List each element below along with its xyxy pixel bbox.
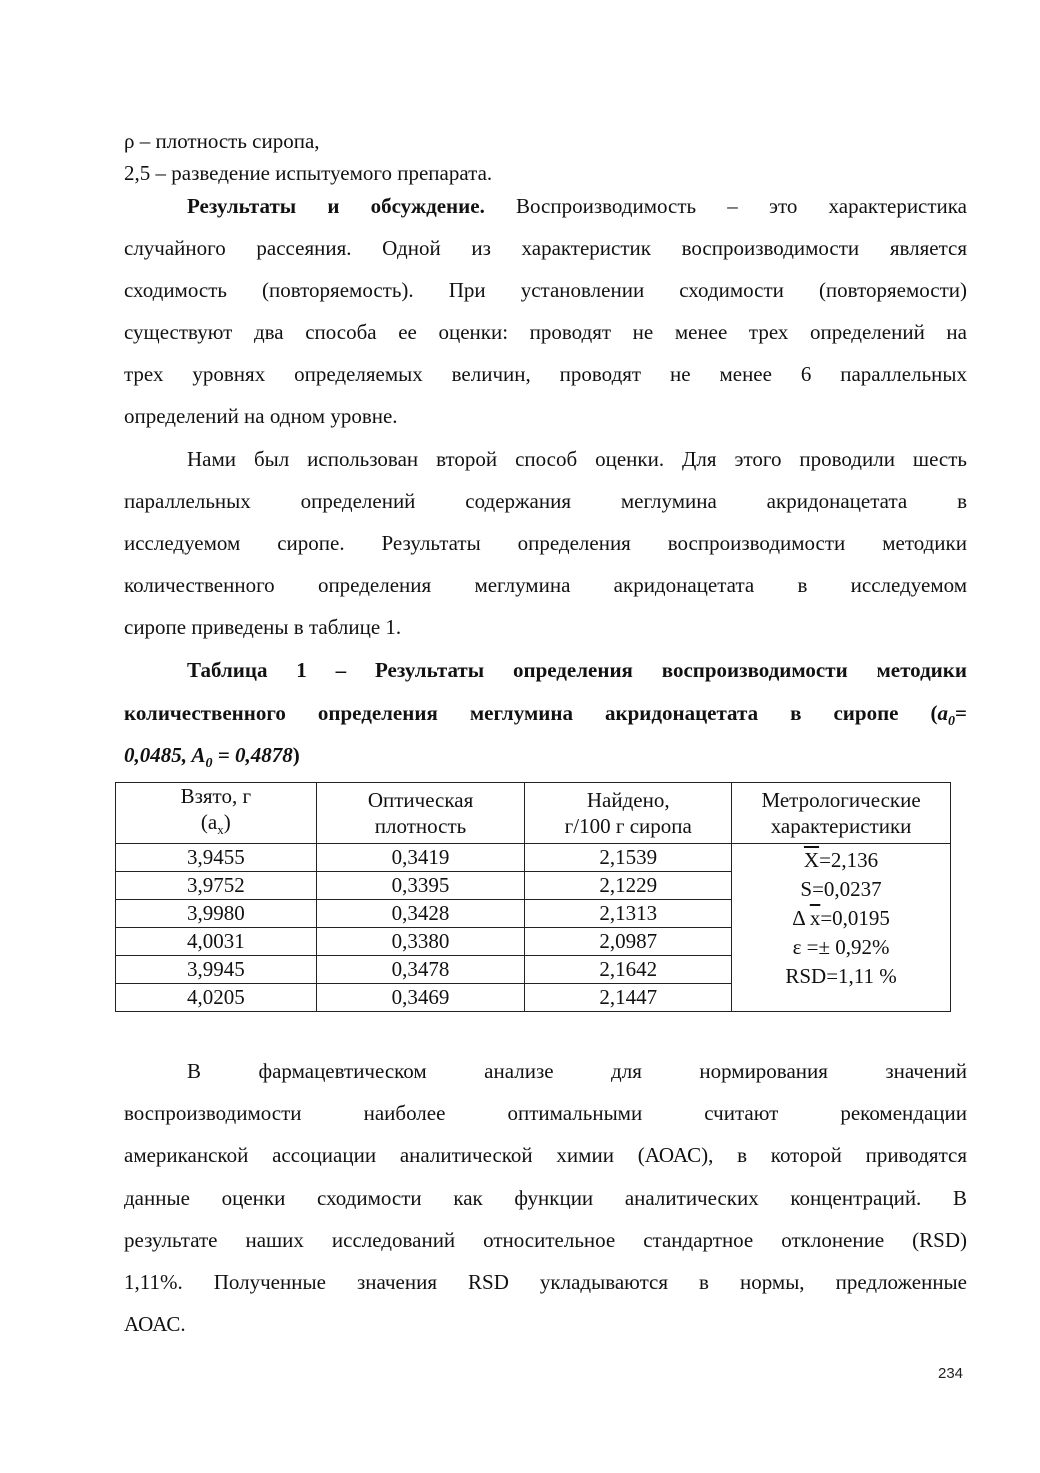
metric-value: =2,136 xyxy=(819,848,879,873)
table-row xyxy=(116,844,951,872)
metric-epsilon: ε =± 0,92% xyxy=(792,935,890,960)
caption-span: = 0,4878 xyxy=(212,743,293,767)
results-table xyxy=(115,782,951,1012)
table-header-row xyxy=(116,783,951,844)
header-metrology xyxy=(732,783,951,844)
paragraph-line: АОАС. xyxy=(124,1312,186,1336)
caption-span: количественного определения меглумина акридонацетата в сиропе ( xyxy=(124,701,938,725)
paragraph-line: сиропе приведены в таблице 1. xyxy=(124,615,402,639)
header-optical-density xyxy=(316,783,525,844)
table-cell: 0,3380 xyxy=(316,928,525,956)
table-cell: 2,1229 xyxy=(525,872,732,900)
table-cell: 3,9945 xyxy=(116,956,317,984)
table-cell: 0,3478 xyxy=(316,956,525,984)
table-cell: 2,0987 xyxy=(525,928,732,956)
paragraph-line: Нами был использован второй способ оценки. Для этого проводили шесть xyxy=(187,447,967,471)
paragraph-line: параллельных определений содержания меглумина акридонацетата в xyxy=(124,489,967,513)
table-cell: 0,3469 xyxy=(316,984,525,1012)
header-text: Оптическая xyxy=(367,788,474,813)
table-caption-line xyxy=(124,743,300,776)
table-cell: 0,3428 xyxy=(316,900,525,928)
paragraph-line: сходимость (повторяемость). При установлении сходимости (повторяемости) xyxy=(124,278,967,302)
page-number: 234 xyxy=(938,1365,964,1382)
header-span: ) xyxy=(223,810,231,834)
metric-mean xyxy=(732,846,950,875)
caption-span: 0,0485, A xyxy=(124,743,206,767)
header-text: характеристики xyxy=(770,814,912,839)
mean-symbol: $\overline{X}$ xyxy=(803,848,820,873)
table-cell: 3,9455 xyxy=(116,844,317,872)
table-cell: 4,0031 xyxy=(116,928,317,956)
paragraph-line: 1,11%. Полученные значения RSD укладываются в нормы, предложенные xyxy=(124,1270,967,1294)
table-cell: 0,3395 xyxy=(316,872,525,900)
metric-value: =0,0195 xyxy=(820,906,890,931)
table-cell: 2,1447 xyxy=(525,984,732,1012)
paragraph-line: существуют два способа ее оценки: проводят не менее трех определений на xyxy=(124,320,967,344)
header-span: (a xyxy=(200,810,218,834)
text-line: ρ – плотность сиропа, xyxy=(124,129,320,153)
table-cell: 2,1642 xyxy=(525,956,732,984)
paragraph-line: исследуемом сиропе. Результаты определения воспроизводимости методики xyxy=(124,531,967,555)
paragraph-line: случайного рассеяния. Одной из характеристик воспроизводимости является xyxy=(124,236,967,260)
paragraph-line: В фармацевтическом анализе для нормирования значений xyxy=(187,1059,967,1083)
header-text: Взято, г xyxy=(180,784,252,808)
text-span: Воспроизводимость – это характеристика xyxy=(484,194,967,218)
paragraph-line: данные оценки сходимости как функции аналитических концентраций. В xyxy=(124,1186,967,1210)
caption-subscript: 0 xyxy=(948,714,956,730)
table-cell: 2,1313 xyxy=(525,900,732,928)
paragraph-line: определений на одном уровне. xyxy=(124,404,398,428)
caption-subscript: 0 xyxy=(205,756,213,772)
header-found xyxy=(525,783,732,844)
table-caption-line xyxy=(124,701,967,734)
paragraph-line xyxy=(187,194,967,218)
header-text: плотность xyxy=(374,814,467,839)
results-heading: Результаты и обсуждение. xyxy=(187,194,485,218)
mean-symbol: $\overline{x}$ xyxy=(809,906,821,931)
delta-symbol: Δ xyxy=(792,906,810,931)
table-cell: 4,0205 xyxy=(116,984,317,1012)
header-subscript: x xyxy=(217,822,224,838)
text-line: 2,5 – разведение испытуемого препарата. xyxy=(124,161,493,185)
table-cell: 2,1539 xyxy=(525,844,732,872)
table-cell: 3,9980 xyxy=(116,900,317,928)
metric-sd: S=0,0237 xyxy=(800,877,882,902)
header-text xyxy=(116,809,316,843)
header-text: г/100 г сиропа xyxy=(564,814,692,839)
paragraph-line: американской ассоциации аналитической химии (АОАС), в которой приводятся xyxy=(124,1143,967,1167)
metric-delta xyxy=(732,904,950,933)
metric-rsd: RSD=1,11 % xyxy=(785,964,897,989)
table-cell: 3,9752 xyxy=(116,872,317,900)
paragraph-line: количественного определения меглумина акридонацетата в исследуемом xyxy=(124,573,967,597)
caption-span: a xyxy=(937,701,949,725)
header-text: Метрологические xyxy=(761,788,921,813)
caption-span: = xyxy=(955,701,967,725)
header-taken xyxy=(116,783,317,844)
header-text: Найдено, xyxy=(586,788,670,813)
paragraph-line: воспроизводимости наиболее оптимальными считают рекомендации xyxy=(124,1101,967,1125)
metrology-cell xyxy=(732,844,951,1012)
table-cell: 0,3419 xyxy=(316,844,525,872)
caption-span: ) xyxy=(292,743,300,767)
paragraph-line: результате наших исследований относительное стандартное отклонение (RSD) xyxy=(124,1228,967,1252)
table-caption-line: Таблица 1 – Результаты определения воспроизводимости методики xyxy=(187,658,967,682)
paragraph-line: трех уровнях определяемых величин, проводят не менее 6 параллельных xyxy=(124,362,967,386)
